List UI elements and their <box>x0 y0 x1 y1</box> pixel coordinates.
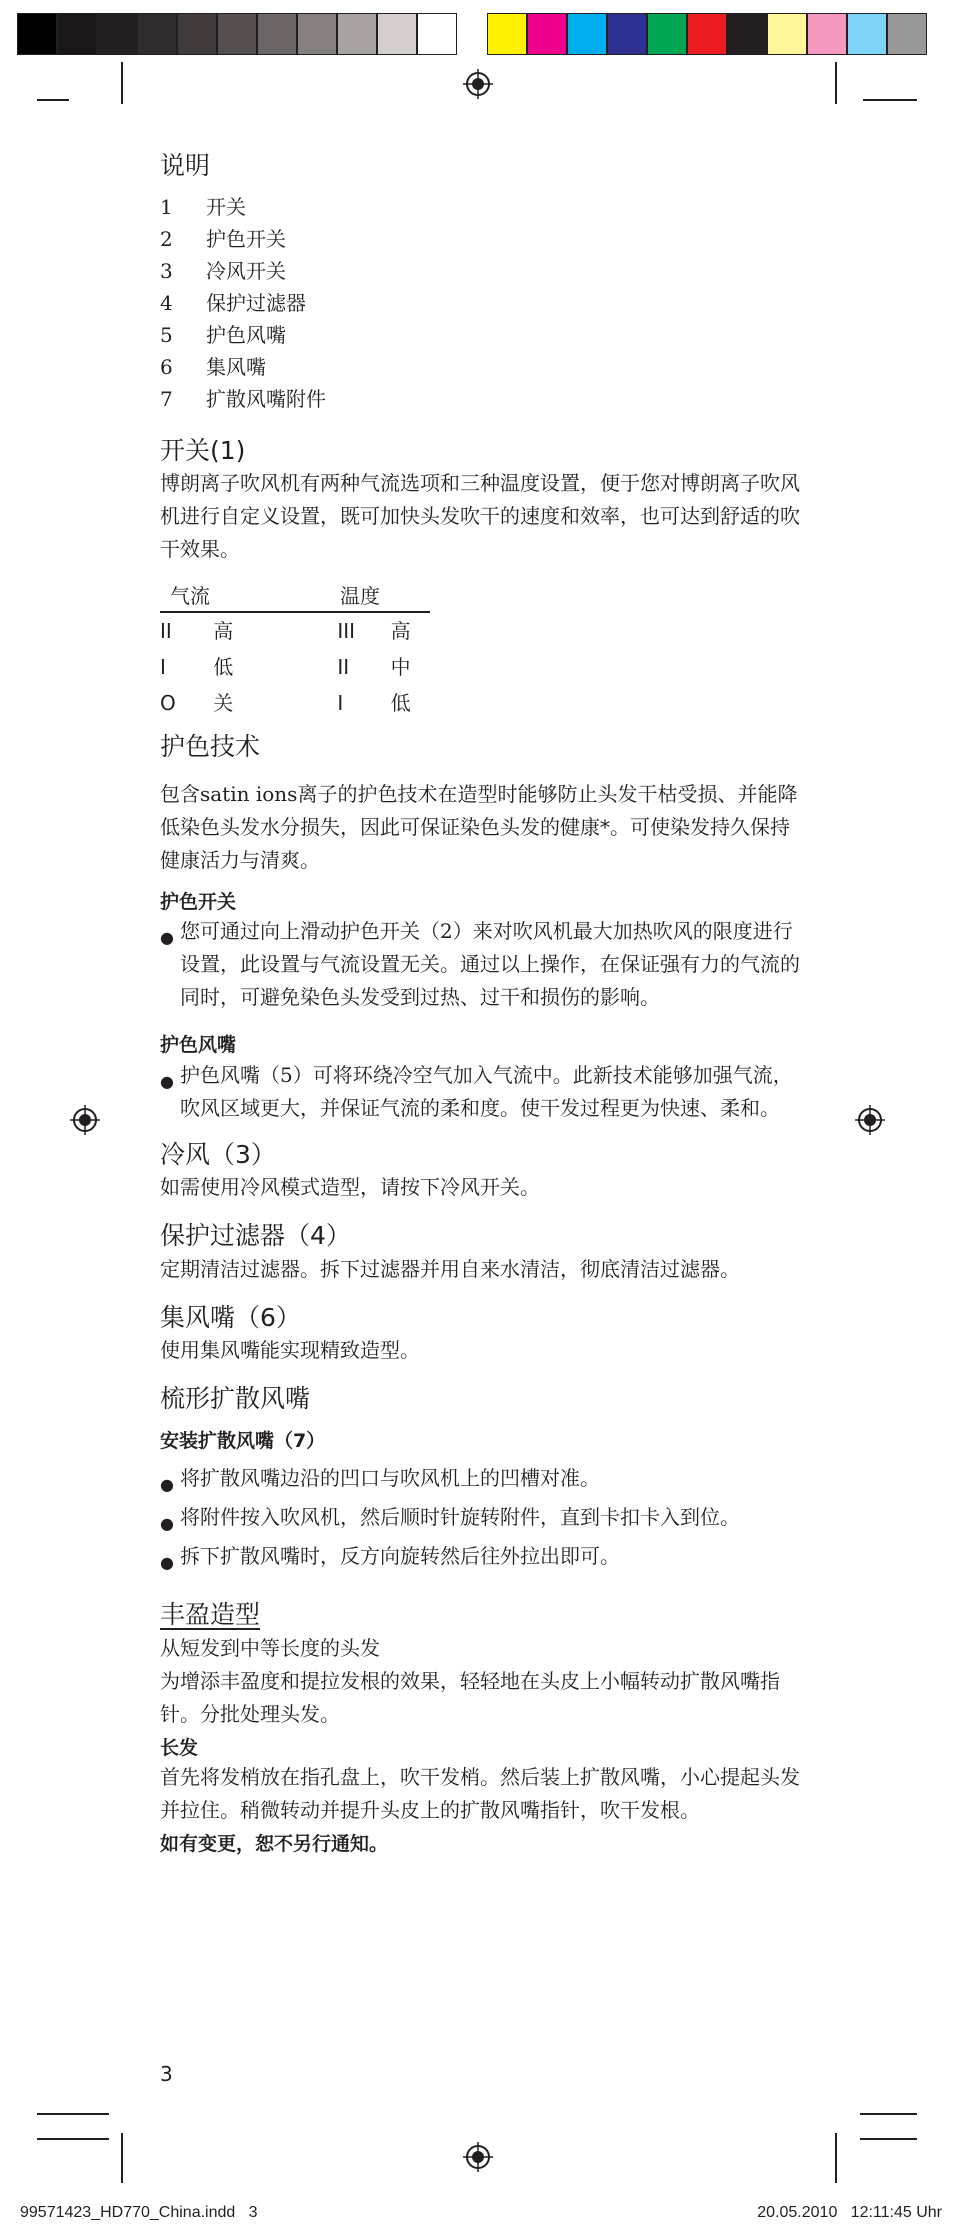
parts-list <box>160 191 800 415</box>
subtitle-install-diffuser: 安装扩散风嘴（7） <box>160 1429 326 1452</box>
airflow-temperature-table <box>160 580 430 721</box>
volume-instructions: 为增添丰盈度和提拉发根的效果，轻轻地在头皮上小幅转动扩散风嘴指针。分批处理头发。 <box>160 1668 780 1726</box>
color-swatch <box>377 13 417 55</box>
bullet-icon: ● <box>160 928 174 948</box>
section-title-filter: 保护过滤器（4） <box>160 1221 351 1251</box>
filter-description: 定期清洁过滤器。拆下过滤器并用自来水清洁，彻底清洁过滤器。 <box>160 1256 740 1281</box>
color-swatch <box>17 13 57 55</box>
list-item <box>160 1501 800 1540</box>
change-notice: 如有变更，恕不另行通知。 <box>160 1833 389 1856</box>
list-item <box>160 383 800 415</box>
color-swatch <box>607 13 647 55</box>
switch-description: 博朗离子吹风机有两种气流选项和三种温度设置，便于您对博朗离子吹风机进行自定义设置，既可加快头发吹干的速度和效率，也可达到舒适的吹干效果。 <box>160 471 800 561</box>
crop-mark <box>860 2138 917 2140</box>
swatch-gap <box>457 13 487 55</box>
cool-description: 如需使用冷风模式造型，请按下冷风开关。 <box>160 1175 540 1200</box>
bullet-text: 将附件按入吹风机，然后顺时针旋转附件，直到卡扣卡入到位。 <box>180 1505 740 1530</box>
item-label: 护色风嘴 <box>206 322 286 347</box>
list-item <box>160 351 800 383</box>
subtitle-color-nozzle: 护色风嘴 <box>160 1034 237 1057</box>
color-swatch <box>527 13 567 55</box>
color-swatch <box>887 13 927 55</box>
subtitle-color-switch: 护色开关 <box>160 890 237 913</box>
crop-mark <box>121 2133 123 2183</box>
section-title-concentrator: 集风嘴（6） <box>160 1302 301 1332</box>
item-number: 4 <box>160 290 173 315</box>
airflow-symbol: I <box>160 655 166 679</box>
crop-mark <box>121 62 123 104</box>
list-item <box>160 1540 800 1579</box>
crop-mark <box>37 2138 109 2140</box>
color-swatch <box>217 13 257 55</box>
color-swatch <box>297 13 337 55</box>
table-row <box>160 613 430 649</box>
color-swatch <box>137 13 177 55</box>
bullet-text: 您可通过向上滑动护色开关（2）来对吹风机最大加热吹风的限度进行设置，此设置与气流设置无关。通过以上操作，在保证强有力的气流的同时，可避免染色头发受到过热、过干和损伤的影响。 <box>180 919 800 1010</box>
color-swatch <box>847 13 887 55</box>
bullet-icon: ● <box>160 1071 174 1091</box>
color-swatch <box>337 13 377 55</box>
color-swatch <box>57 13 97 55</box>
registration-mark-icon <box>463 69 493 99</box>
item-number: 6 <box>160 354 173 379</box>
registration-mark-icon <box>70 1105 100 1135</box>
footer-timestamp: 20.05.2010 12:11:45 Uhr <box>757 2204 942 2221</box>
table-row <box>160 649 430 685</box>
item-label: 保护过滤器 <box>206 290 306 315</box>
temperature-label: 低 <box>390 691 411 715</box>
crop-mark <box>860 2113 917 2115</box>
airflow-label: 高 <box>213 619 234 643</box>
bullet-icon: ● <box>160 1514 174 1534</box>
crop-mark <box>37 99 69 101</box>
crop-mark <box>835 2133 837 2183</box>
airflow-header: 气流 <box>170 584 210 608</box>
temperature-label: 中 <box>390 655 411 679</box>
section-title-description: 说明 <box>160 151 211 180</box>
footer-file-name: 99571423_HD770_China.indd 3 <box>20 2204 258 2221</box>
airflow-symbol: II <box>160 619 172 643</box>
color-calibration-bar <box>17 13 937 55</box>
item-label: 集风嘴 <box>206 354 266 379</box>
section-title-switch: 开关(1) <box>160 435 246 465</box>
color-swatch <box>687 13 727 55</box>
concentrator-description: 使用集风嘴能实现精致造型。 <box>160 1338 420 1363</box>
color-swatch <box>567 13 607 55</box>
item-number: 3 <box>160 258 173 283</box>
airflow-label: 低 <box>213 655 234 679</box>
color-swatch <box>257 13 297 55</box>
airflow-label: 关 <box>213 691 234 715</box>
long-hair-instructions: 首先将发梢放在指孔盘上，吹干发梢。然后装上扩散风嘴，小心提起头发并拉住。稍微转动并提升头皮上的扩散风嘴指针，吹干发根。 <box>160 1765 800 1823</box>
registration-mark-icon <box>463 2142 493 2172</box>
list-item <box>160 223 800 255</box>
list-item <box>160 1462 800 1501</box>
section-title-diffuser: 梳形扩散风嘴 <box>160 1384 311 1414</box>
color-swatch <box>487 13 527 55</box>
list-item <box>160 319 800 351</box>
section-title-volume: 丰盈造型 <box>160 1600 261 1630</box>
color-swatch <box>177 13 217 55</box>
list-item <box>160 191 800 223</box>
bullet-icon: ● <box>160 1553 174 1573</box>
color-swatch <box>97 13 137 55</box>
temperature-label: 高 <box>390 619 411 643</box>
list-item <box>160 1059 800 1125</box>
section-title-cool: 冷风（3） <box>160 1139 276 1169</box>
bullet-text: 护色风嘴（5）可将环绕冷空气加入气流中。此新技术能够加强气流，吹风区域更大，并保证气流的柔和度。使干发过程更为快速、柔和。 <box>180 1062 793 1120</box>
item-label: 开关 <box>206 194 246 219</box>
item-number: 5 <box>160 322 173 347</box>
item-label: 扩散风嘴附件 <box>206 386 326 411</box>
section-title-color-tech: 护色技术 <box>160 732 261 761</box>
temperature-symbol: I <box>337 691 344 715</box>
volume-short-hair: 从短发到中等长度的头发 <box>160 1635 380 1660</box>
color-swatch <box>807 13 847 55</box>
item-label: 冷风开关 <box>206 258 286 283</box>
bullet-icon: ● <box>160 1475 174 1495</box>
color-swatch <box>647 13 687 55</box>
manual-content <box>160 150 800 1858</box>
crop-mark <box>863 99 917 101</box>
temperature-header: 温度 <box>340 584 380 608</box>
color-swatch <box>727 13 767 55</box>
list-item <box>160 287 800 319</box>
color-tech-description: 包含satin ions离子的护色技术在造型时能够防止头发干枯受损、并能降低染色头发水分损失，因此可保证染色头发的健康*。可使染发持久保持健康活力与清爽。 <box>160 781 798 872</box>
temperature-symbol: II <box>337 655 350 679</box>
page-number: 3 <box>160 2062 173 2086</box>
bullet-text: 将扩散风嘴边沿的凹口与吹风机上的凹槽对准。 <box>180 1466 600 1491</box>
list-item <box>160 915 800 1014</box>
registration-mark-icon <box>855 1105 885 1135</box>
list-item <box>160 255 800 287</box>
bullet-text: 拆下扩散风嘴时，反方向旋转然后往外拉出即可。 <box>180 1544 620 1569</box>
airflow-symbol: O <box>160 691 176 715</box>
item-label: 护色开关 <box>206 226 286 251</box>
item-number: 1 <box>160 194 173 219</box>
table-row <box>160 685 430 721</box>
subtitle-long-hair: 长发 <box>160 1736 199 1759</box>
temperature-symbol: III <box>337 619 356 643</box>
color-swatch <box>767 13 807 55</box>
crop-mark <box>37 2113 109 2115</box>
item-number: 2 <box>160 226 173 251</box>
crop-mark <box>835 62 837 104</box>
item-number: 7 <box>160 386 173 411</box>
color-swatch <box>417 13 457 55</box>
diffuser-steps <box>160 1462 800 1579</box>
